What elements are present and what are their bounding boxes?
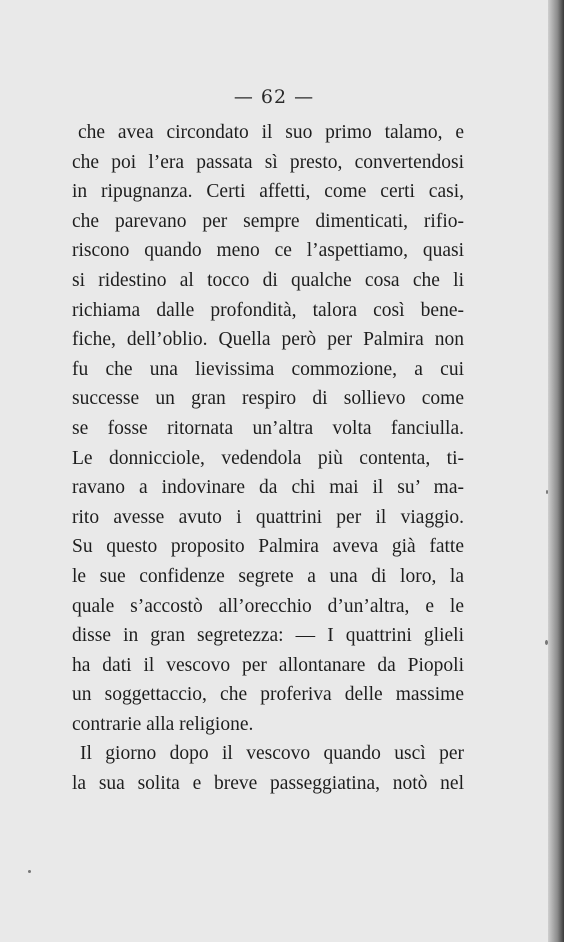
text-line: Su questo proposito Palmira aveva già fatte: [72, 536, 464, 558]
text-line: fu che una lievissima commozione, a cui: [72, 358, 464, 380]
text-line: che avea circondato il suo primo talamo, e: [78, 122, 464, 143]
text-line: rito avesse avuto i quattrini per il viaggio.: [72, 506, 464, 528]
text-line: che poi l’era passata sì presto, convertendosi: [72, 151, 464, 173]
text-line: fiche, dell’oblio. Quella però per Palmira non: [72, 329, 464, 351]
text-line: Il giorno dopo il vescovo quando uscì per: [80, 743, 464, 765]
text-line: in ripugnanza. Certi affetti, come certi casi,: [72, 181, 464, 203]
book-spine-shadow: [548, 0, 564, 942]
paper-speck: [28, 870, 31, 873]
body-text: [72, 118, 464, 799]
text-line: un soggettaccio, che proferiva delle massime: [72, 684, 464, 706]
text-line: se fosse ritornata un’altra volta fanciulla.: [72, 417, 464, 439]
paper-speck: [546, 490, 548, 494]
text-line: la sua solita e breve passeggiatina, notò nel: [72, 773, 464, 795]
text-line: quale s’accostò all’orecchio d’un’altra, e le: [72, 595, 464, 617]
paper-speck: [545, 640, 548, 645]
text-line: ha dati il vescovo per allontanare da Piopoli: [72, 654, 464, 676]
text-line: contrarie alla religione.: [72, 713, 254, 735]
page-number: — 62 —: [233, 86, 315, 108]
text-line: che parevano per sempre dimenticati, rifio-: [72, 210, 464, 232]
text-line: si ridestino al tocco di qualche cosa che li: [72, 269, 464, 291]
text-line: successe un gran respiro di sollievo come: [72, 388, 464, 410]
text-line: disse in gran segretezza: — I quattrini glieli: [72, 625, 464, 647]
text-line: Le donnicciole, vedendola più contenta, ti-: [72, 447, 464, 469]
text-line: richiama dalle profondità, talora così bene-: [72, 299, 464, 321]
text-line: riscono quando meno ce l’aspettiamo, quasi: [72, 240, 464, 262]
text-line: le sue confidenze segrete a una di loro, la: [72, 565, 464, 587]
text-line: ravano a indovinare da chi mai il su’ ma-: [72, 477, 464, 499]
